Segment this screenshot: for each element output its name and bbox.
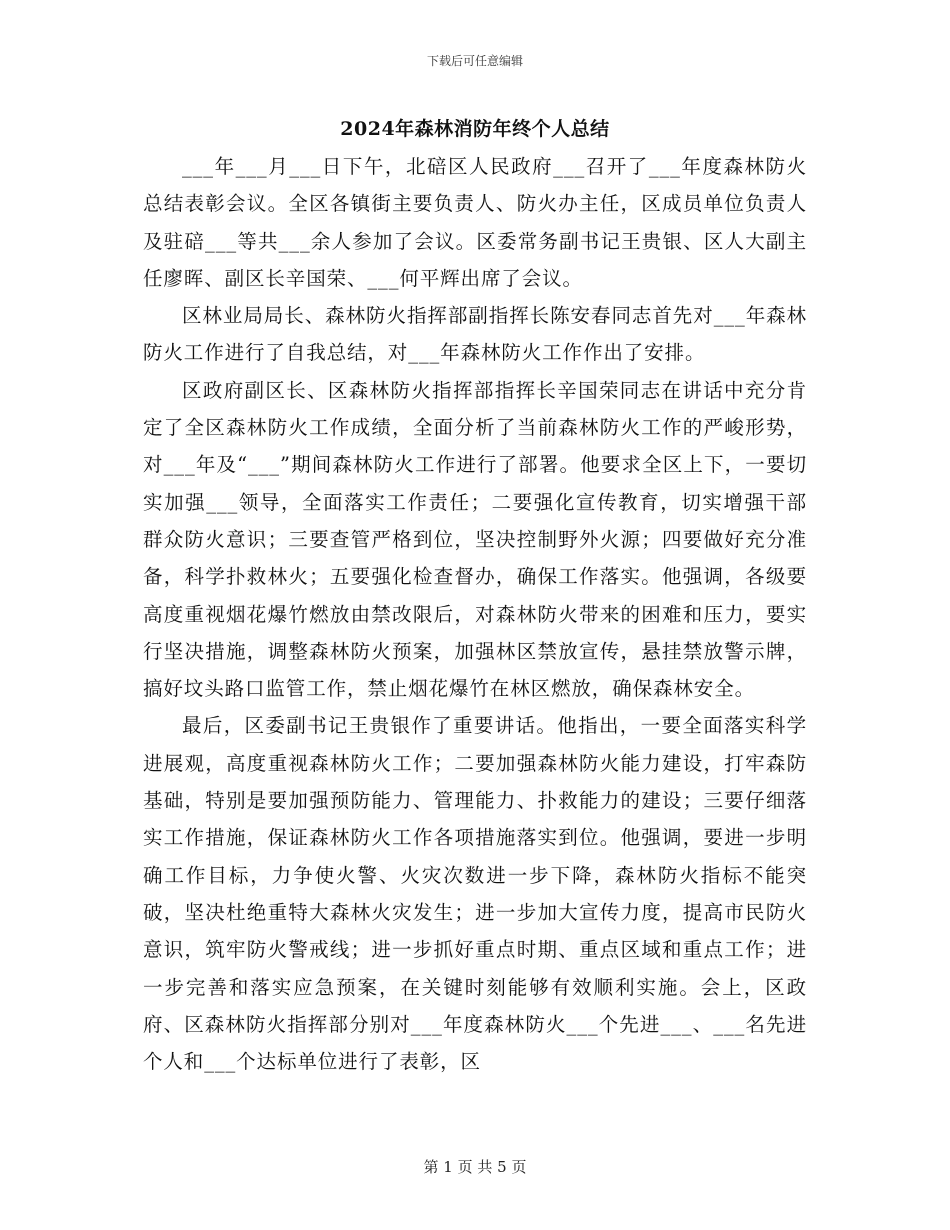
page-header-note: 下载后可任意编辑 bbox=[426, 54, 523, 68]
paragraph-3: 区政府副区长、区森林防火指挥部指挥长辛国荣同志在讲话中充分肯定了全区森林防火工作成绩，全面分析了当前森林防火工作的严峻形势，对___年及“___”期间森林防火工作进行了部署。他要求全区上下，一要切实加强___领导，全面落实工作责任；二要强化宣传教育，切实增强干部群众防火意识；三要查管严格到位，坚决控制野外火源；四要做好充分准备，科学扑救林火；五要强化检查督办，确保工作落实。他强调，各级要高度重视烟花爆竹燃放由禁改限后，对森林防火带来的困难和压力，要实行坚决措施，调整森林防火预案，加强林区禁放宣传，悬挂禁放警示牌，搞好坟头路口监管工作，禁止烟花爆竹在林区燃放，确保森林安全。 bbox=[143, 378, 807, 701]
paragraph-1: ___年___月___日下午，北碚区人民政府___召开了___年度森林防火总结表彰会议。全区各镇街主要负责人、防火办主任，区成员单位负责人及驻碚___等共___余人参加了会议。区委常务副书记王贵银、区人大副主任廖晖、副区长辛国荣、___何平辉出席了会议。 bbox=[143, 155, 807, 290]
document-body bbox=[143, 148, 807, 1080]
paragraph-4: 最后，区委副书记王贵银作了重要讲话。他指出，一要全面落实科学进展观，高度重视森林防火工作；二要加强森林防火能力建设，打牢森防基础，特别是要加强预防能力、管理能力、扑救能力的建设；三要仔细落实工作措施，保证森林防火工作各项措施落实到位。他强调，要进一步明确工作目标，力争使火警、火灾次数进一步下降，森林防火指标不能突破，坚决杜绝重特大森林火灾发生；进一步加大宣传力度，提高市民防火意识，筑牢防火警戒线；进一步抓好重点时期、重点区域和重点工作；进一步完善和落实应急预案，在关键时刻能够有效顺利实施。会上，区政府、区森林防火指挥部分别对___年度森林防火___个先进___、___名先进个人和___个达标单位进行了表彰，区 bbox=[143, 714, 807, 1074]
document-title: 2024年森林消防年终个人总结 bbox=[340, 118, 610, 140]
paragraph-2: 区林业局局长、森林防火指挥部副指挥长陈安春同志首先对___年森林防火工作进行了自我总结，对___年森林防火工作作出了安排。 bbox=[143, 304, 807, 365]
page-number-footer: 第 1 页 共 5 页 bbox=[423, 1158, 527, 1176]
